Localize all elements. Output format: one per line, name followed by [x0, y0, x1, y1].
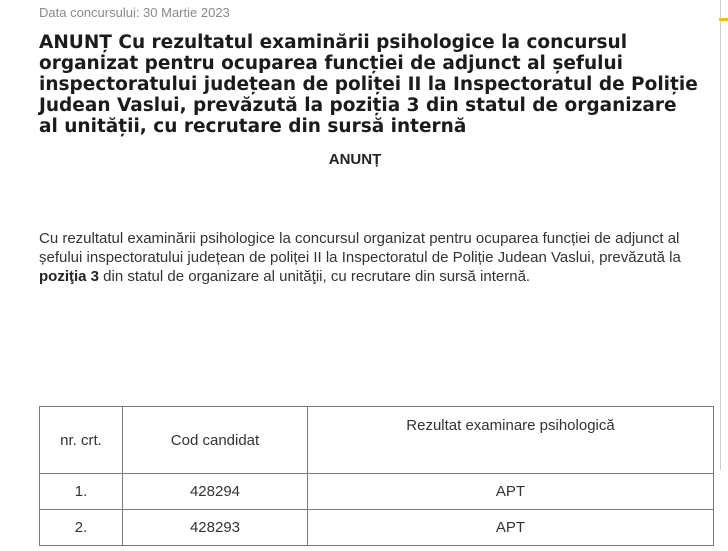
accent-marker: [719, 18, 728, 21]
header-cod-candidat: Cod candidat: [123, 407, 308, 474]
row-rezultat: APT: [308, 474, 714, 510]
row-nr: 2.: [40, 510, 123, 546]
body-text-part2: din statul de organizare al unităţii, cu recrutare din sursă internă.: [99, 268, 531, 285]
table-row: [40, 510, 714, 546]
announcement-heading: ANUNȚ: [328, 151, 382, 168]
results-table: [39, 406, 714, 546]
header-nr-crt: nr. crt.: [40, 407, 123, 474]
contest-date: Data concursului: 30 Martie 2023: [39, 5, 230, 20]
table-row: [40, 474, 714, 510]
row-nr: 1.: [40, 474, 123, 510]
announcement-body: [39, 229, 684, 286]
header-rezultat: Rezultat examinare psihologică: [308, 407, 714, 474]
table-header-row: [40, 407, 714, 474]
sidebar-divider: [720, 0, 721, 470]
body-text-part1: Cu rezultatul examinării psihologice la concursul organizat pentru ocuparea funcției de adjunct al șefului inspectoratului județean de poliței II la Inspectoratul de Poliție Judean Vaslui, prevăzută la: [39, 230, 681, 266]
page-title: ANUNȚ Cu rezultatul examinării psihologice la concursul organizat pentru ocuparea funcției de adjunct al șefului inspectoratului județean de poliței II la Inspectoratul de Poliție Judean Vaslui, prevăzută la poziția 3 din statul de organizare al unității, cu recrutare din sursă internă: [39, 32, 698, 137]
row-rezultat: APT: [308, 510, 714, 546]
row-cod: 428294: [123, 474, 308, 510]
body-text-bold: poziţia 3: [39, 268, 100, 285]
row-cod: 428293: [123, 510, 308, 546]
